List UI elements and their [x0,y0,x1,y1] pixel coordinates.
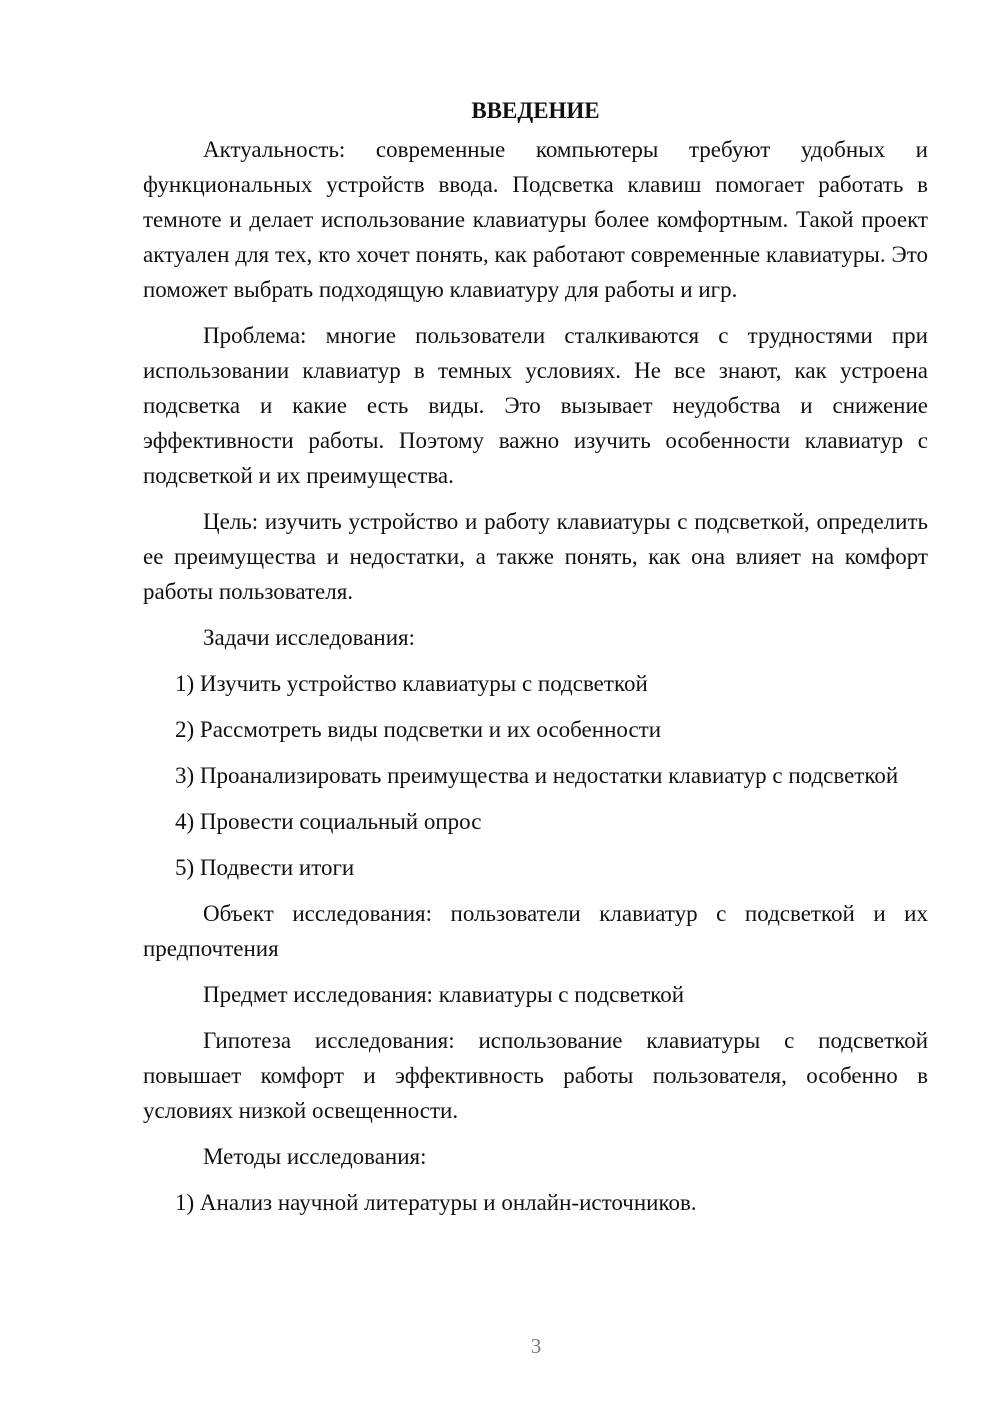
methods-title: Методы исследования: [203,1144,427,1169]
goal-paragraph: Цель: изучить устройство и работу клавиатуры с подсветкой, определить ее преимущества и недостатки, а также понять, как она влияет на комфорт работы пользователя. [143,509,928,604]
object-paragraph: Объект исследования: пользователи клавиатур с подсветкой и их предпочтения [143,901,928,961]
subject-paragraph: Предмет исследования: клавиатуры с подсветкой [203,982,685,1007]
task-item-5: 5) Подвести итоги [175,855,355,880]
page-number: 3 [530,1334,542,1358]
task-item-3: 3) Проанализировать преимущества и недостатки клавиатур с подсветкой [175,763,899,788]
hypothesis-paragraph: Гипотеза исследования: использование клавиатуры с подсветкой повышает комфорт и эффективность работы пользователя, особенно в условиях низкой освещенности. [143,1028,928,1123]
task-item-1: 1) Изучить устройство клавиатуры с подсветкой [175,671,648,696]
task-item-4: 4) Провести социальный опрос [175,809,482,834]
tasks-title: Задачи исследования: [203,625,416,650]
relevance-paragraph: Актуальность: современные компьютеры требуют удобных и функциональных устройств ввода. Подсветка клавиш помогает работать в темноте и делает использование клавиатуры более комфортным. Такой проект актуален для тех, кто хочет понять, как работают современные клавиатуры. Это поможет выбрать подходящую клавиатуру для работы и игр. [143,137,928,302]
task-item-2: 2) Рассмотреть виды подсветки и их особенности [175,717,662,742]
method-item-1: 1) Анализ научной литературы и онлайн-источников. [175,1190,697,1215]
section-heading: ВВЕДЕНИЕ [471,98,600,123]
problem-paragraph: Проблема: многие пользователи сталкиваются с трудностями при использовании клавиатур в темных условиях. Не все знают, как устроена подсветка и какие есть виды. Это вызывает неудобства и снижение эффективности работы. Поэтому важно изучить особенности клавиатур с подсветкой и их преимущества. [143,323,928,488]
page-content [143,93,928,1231]
